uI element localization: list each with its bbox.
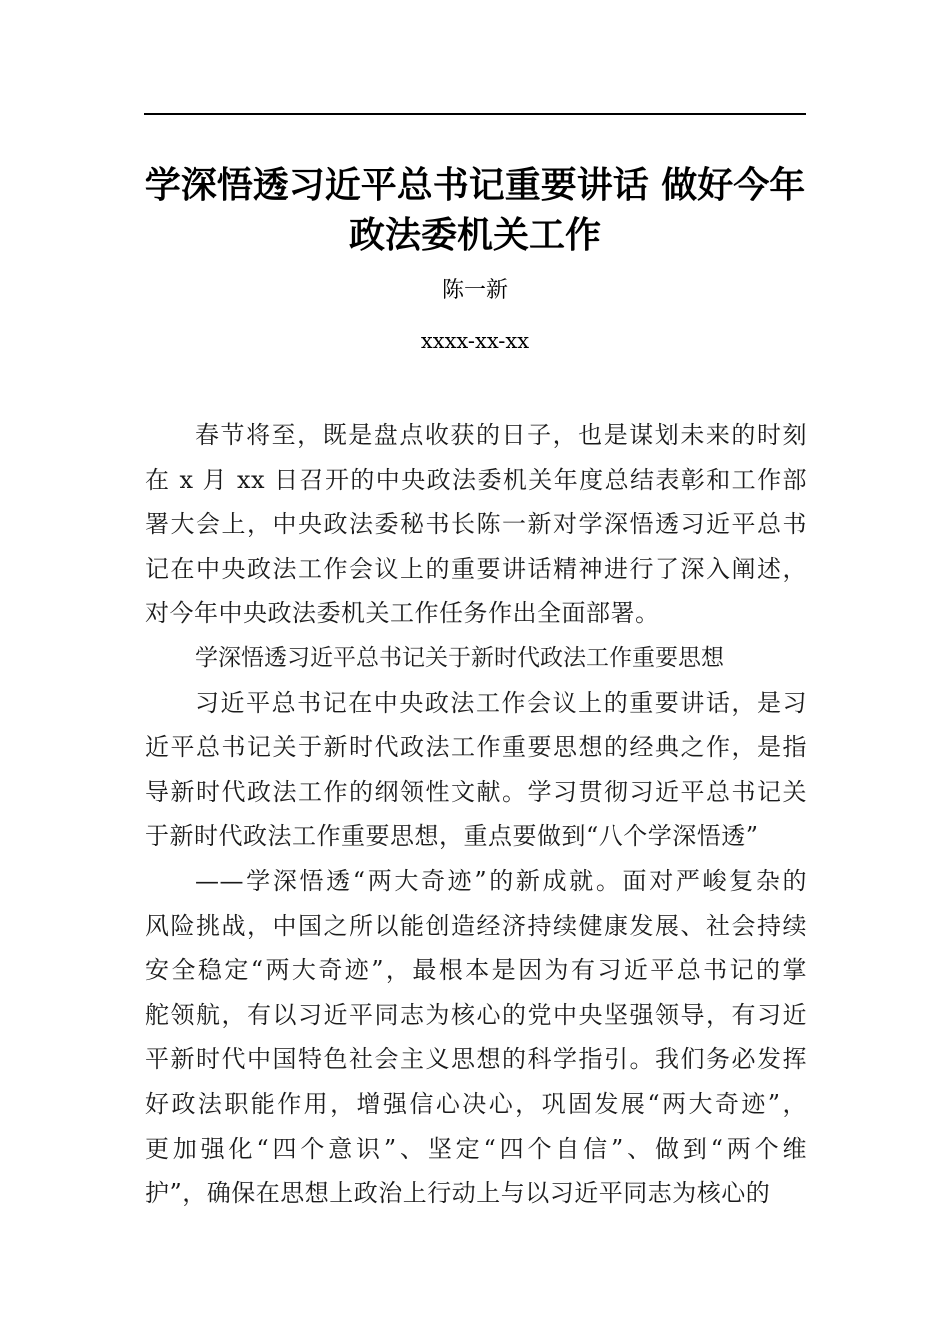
text-line: 春节将至，既是盘点收获的日子，也是谋划未来的时刻 <box>195 421 807 449</box>
title-line: 政法委机关工作 <box>348 214 601 256</box>
publish-date: xxxx-xx-xx <box>420 329 530 353</box>
text-line: 平新时代中国特色社会主义思想的科学指引。我们务必发挥 <box>145 1045 807 1074</box>
section-heading <box>145 636 807 681</box>
text-line: 于新时代政法工作重要思想，重点要做到“八个学深悟透” <box>145 822 759 851</box>
text-line: 对今年中央政法委机关工作任务作出全面部署。 <box>145 599 660 628</box>
document-title <box>130 160 820 260</box>
text-line: 安全稳定“两大奇迹”，最根本是因为有习近平总书记的掌 <box>145 956 807 985</box>
paragraph <box>145 413 807 636</box>
article-body <box>145 413 807 1216</box>
title-line: 学深悟透习近平总书记重要讲话 做好今年 <box>144 164 806 206</box>
text-line: 习近平总书记在中央政法工作会议上的重要讲话，是习 <box>195 688 807 717</box>
text-line: 更加强化“四个意识”、坚定“四个自信”、做到“两个维 <box>145 1134 807 1163</box>
text-line: 导新时代政法工作的纲领性文献。学习贯彻习近平总书记关 <box>145 777 807 806</box>
header-rule <box>144 113 806 115</box>
paragraph <box>145 859 807 1216</box>
text-line: 署大会上，中央政法委秘书长陈一新对学深悟透习近平总书 <box>145 510 807 539</box>
text-line: ——学深悟透“两大奇迹”的新成就。面对严峻复杂的 <box>195 866 807 895</box>
text-line: 在 x 月 xx 日召开的中央政法委机关年度总结表彰和工作部 <box>145 465 807 494</box>
text-line: 近平总书记关于新时代政法工作重要思想的经典之作，是指 <box>145 733 807 762</box>
text-line: 学深悟透习近平总书记关于新时代政法工作重要思想 <box>195 644 724 671</box>
author-name: 陈一新 <box>441 278 508 303</box>
text-line: 记在中央政法工作会议上的重要讲话精神进行了深入阐述， <box>145 554 807 583</box>
text-line: 舵领航，有以习近平同志为核心的党中央坚强领导，有习近 <box>145 1000 807 1029</box>
text-line: 护”，确保在思想上政治上行动上与以习近平同志为核心的 <box>145 1179 771 1208</box>
text-line: 风险挑战，中国之所以能创造经济持续健康发展、社会持续 <box>145 911 807 940</box>
text-line: 好政法职能作用，增强信心决心，巩固发展“两大奇迹”， <box>145 1089 807 1118</box>
paragraph <box>145 681 807 859</box>
